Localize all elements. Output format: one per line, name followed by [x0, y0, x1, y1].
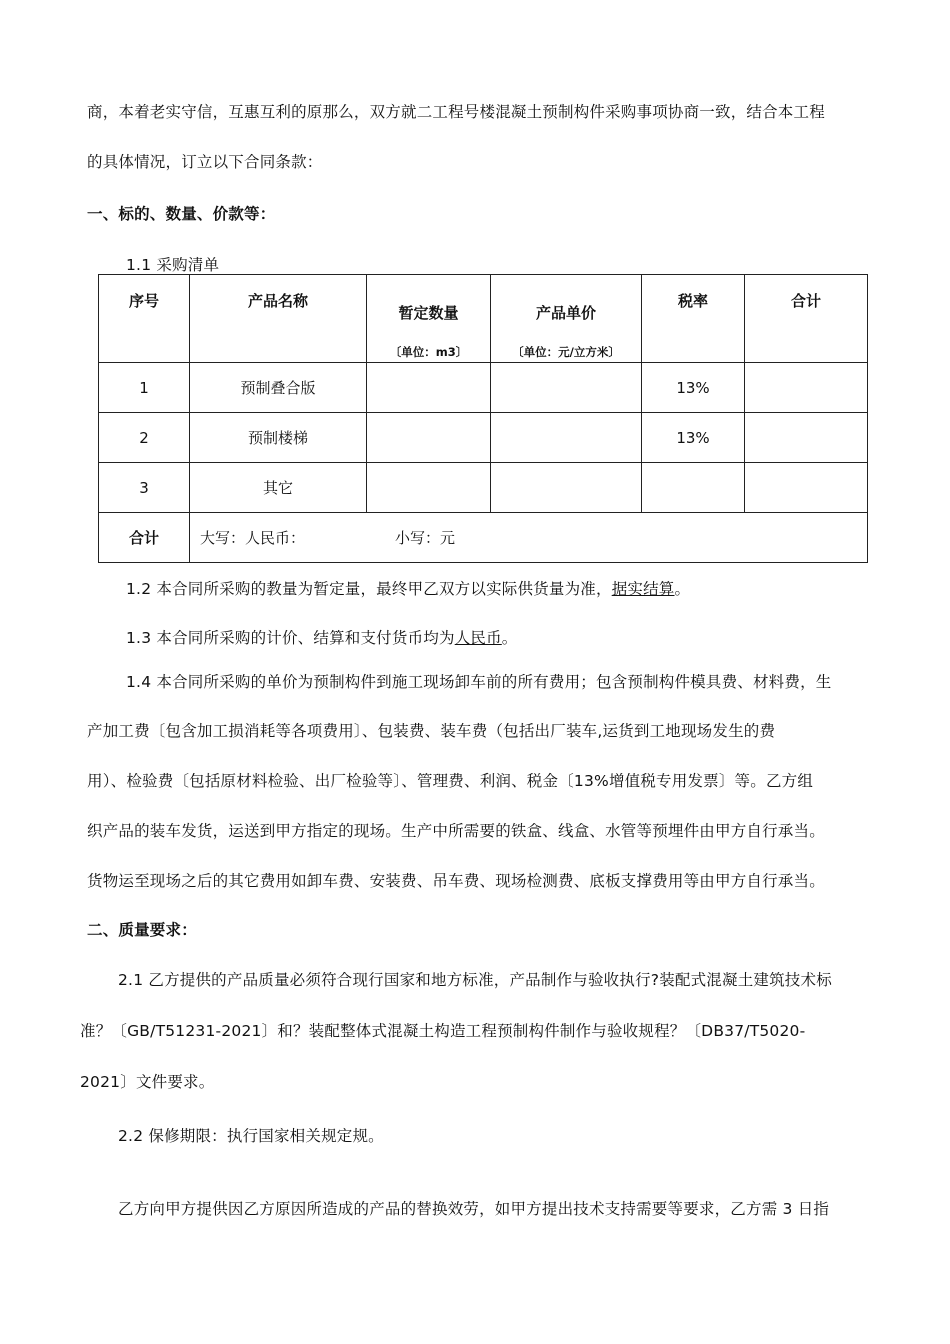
cell-seq: 2	[99, 413, 190, 463]
clause-1-4-line-5: 货物运至现场之后的其它费用如卸车费、安装费、吊车费、现场检测费、底板支撑费用等由甲方自行承当。	[87, 872, 825, 890]
header-price: 产品单价 〔单位：元/立方米〕	[491, 275, 642, 363]
clause-1-4-line-2: 产加工费〔包含加工损消耗等各项费用〕、包装费、装车费（包括出厂装车,运货到工地现场发生的费	[87, 722, 776, 740]
clause-2-2: 2.2 保修期限：执行国家相关规定规。	[118, 1127, 384, 1145]
header-seq: 序号	[99, 275, 190, 363]
clause-1-4-line-4: 织产品的装车发货，运送到甲方指定的现场。生产中所需要的铁盒、线盒、水管等预埋件由甲方自行承当。	[87, 822, 825, 840]
cell-qty	[367, 413, 491, 463]
header-total: 合计	[745, 275, 868, 363]
clause-1-4-line-1: 1.4 本合同所采购的单价为预制构件到施工现场卸车前的所有费用；包含预制构件模具费、材料费，生	[126, 673, 832, 691]
clause-1-2: 1.2 本合同所采购的教量为暂定量，最终甲乙双方以实际供货量为准，据实结算。	[126, 580, 691, 598]
intro-line-1: 商，本着老实守信，互惠互利的原那么，双方就二工程号楼混凝土预制构件采购事项协商一致，结合本工程	[87, 103, 825, 121]
clause-2-1-line-3: 2021〕文件要求。	[80, 1073, 215, 1091]
header-qty-unit: 〔单位：m3〕	[389, 345, 468, 359]
intro-line-2: 的具体情况，订立以下合同条款：	[87, 153, 323, 171]
header-qty: 暂定数量 〔单位：m3〕	[367, 275, 491, 363]
cell-tax: 13%	[642, 413, 745, 463]
section-2-heading: 二、质量要求：	[87, 921, 197, 939]
final-paragraph-line: 乙方向甲方提供因乙方原因所造成的产品的替换效劳，如甲方提出技术支持需要等要求，乙方需 3 日指	[118, 1200, 830, 1218]
cell-tax: 13%	[642, 363, 745, 413]
cell-total	[745, 413, 868, 463]
header-price-unit: 〔单位：元/立方米〕	[512, 345, 620, 359]
summary-upper: 大写：人民币：	[200, 529, 306, 547]
table-row	[99, 463, 868, 513]
procurement-table	[98, 274, 868, 563]
cell-name: 预制叠合版	[190, 363, 367, 413]
cell-total	[745, 463, 868, 513]
procurement-list-label: 1.1 采购清单	[126, 256, 220, 274]
clause-1-2-underlined: 据实结算	[611, 580, 675, 598]
cell-price	[491, 463, 642, 513]
clause-1-4-line-3: 用）、检验费〔包括原材料检验、出厂检验等〕、管理费、利润、税金〔13%增值税专用发票〕等。乙方组	[87, 772, 814, 790]
cell-price	[491, 413, 642, 463]
cell-name: 预制楼梯	[190, 413, 367, 463]
cell-total	[745, 363, 868, 413]
clause-1-3: 1.3 本合同所采购的计价、结算和支付货币均为人民币。	[126, 629, 518, 647]
cell-seq: 3	[99, 463, 190, 513]
cell-qty	[367, 363, 491, 413]
cell-qty	[367, 463, 491, 513]
clause-1-3-underlined: 人民币	[454, 629, 502, 647]
summary-amount	[190, 513, 868, 563]
header-name: 产品名称	[190, 275, 367, 363]
header-tax: 税率	[642, 275, 745, 363]
clause-2-1-line-2: 准？〔GB/T51231-2021〕和？装配整体式混凝土构造工程预制构件制作与验收规程？〔DB37/T5020-	[80, 1022, 806, 1040]
cell-name: 其它	[190, 463, 367, 513]
table-summary-row	[99, 513, 868, 563]
table-header-row	[99, 275, 868, 363]
cell-seq: 1	[99, 363, 190, 413]
table-row	[99, 413, 868, 463]
summary-label: 合计	[99, 513, 190, 563]
clause-2-1-line-1: 2.1 乙方提供的产品质量必须符合现行国家和地方标准，产品制作与验收执行?装配式混凝土建筑技术标	[118, 971, 832, 989]
summary-lower: 小写：元	[395, 529, 456, 547]
cell-tax	[642, 463, 745, 513]
table-row	[99, 363, 868, 413]
section-1-heading: 一、标的、数量、价款等：	[87, 205, 276, 223]
cell-price	[491, 363, 642, 413]
